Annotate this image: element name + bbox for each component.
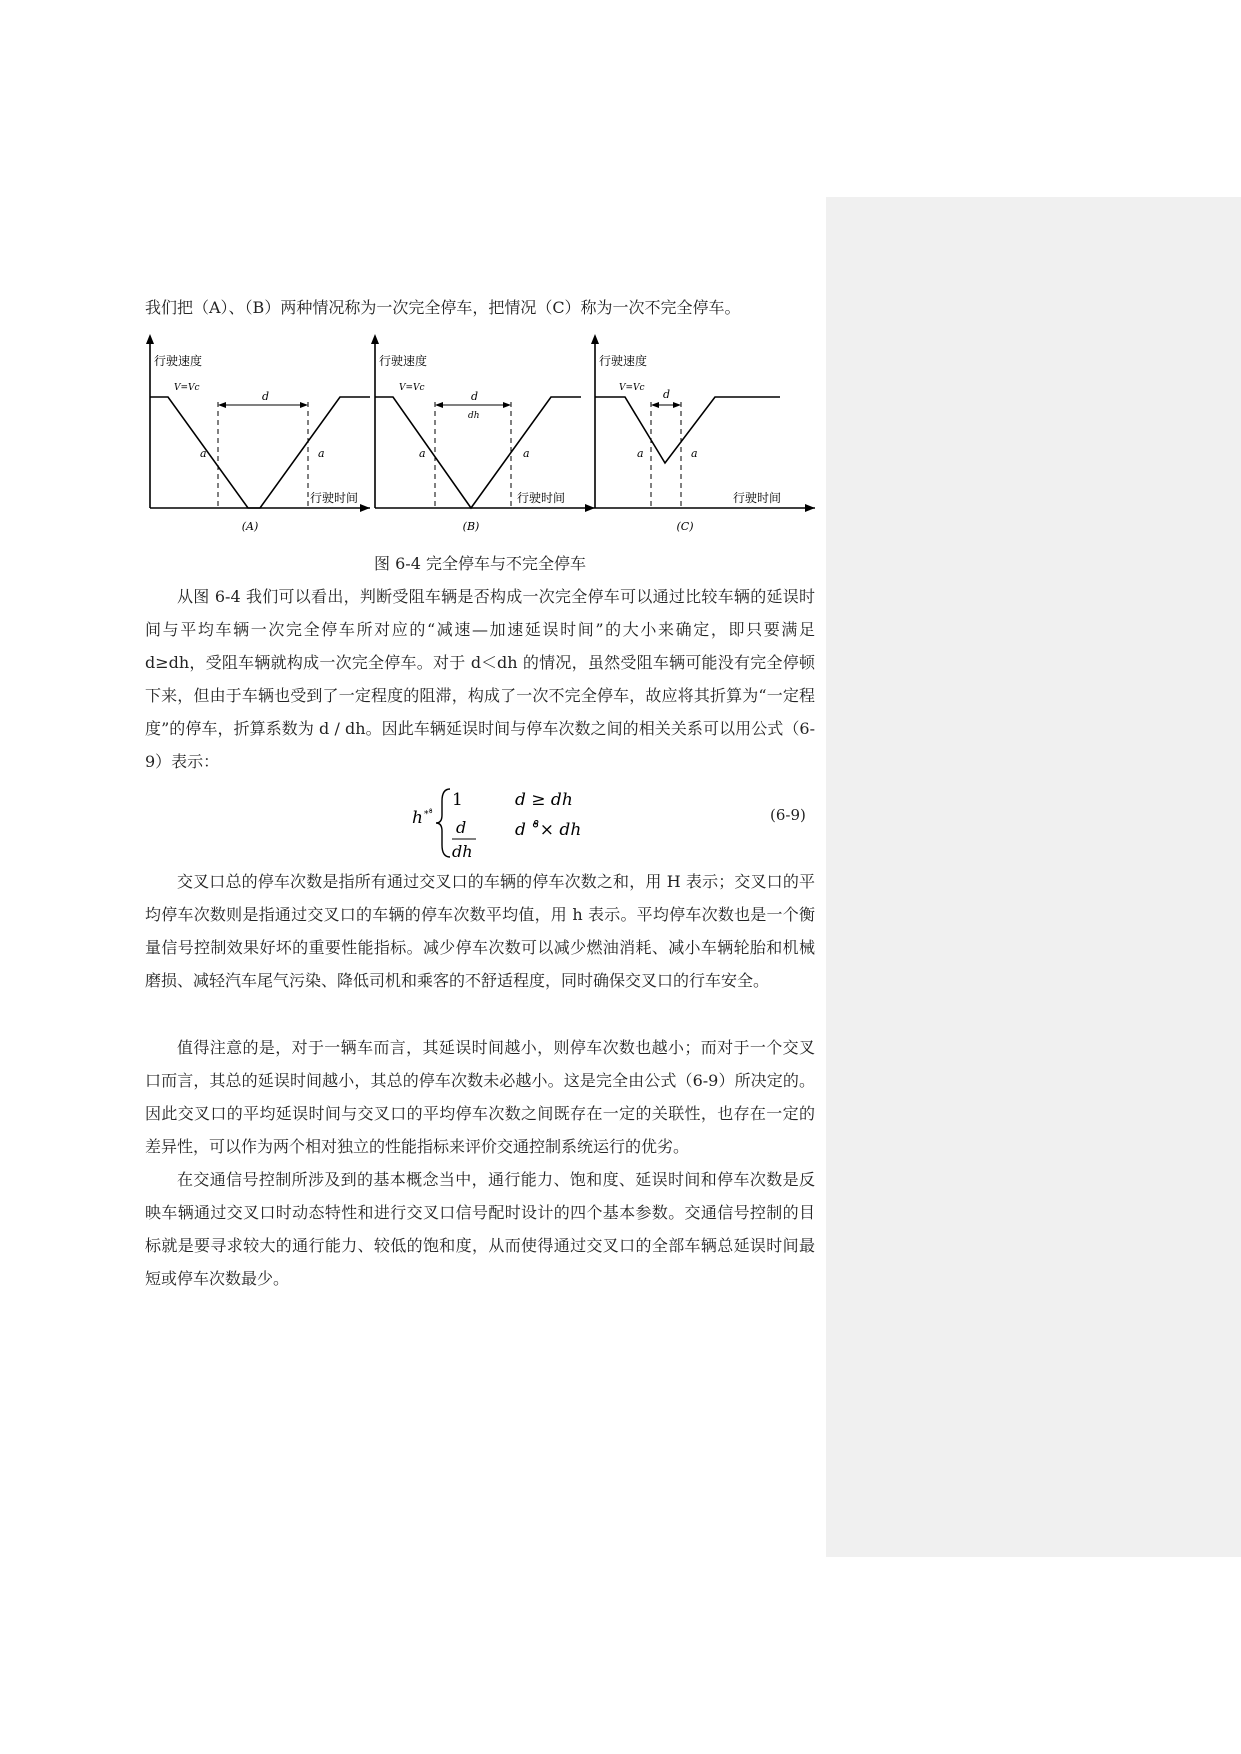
- d-label: d: [663, 388, 671, 401]
- paragraph-block-2: [145, 865, 815, 997]
- case1-value: 1: [452, 790, 463, 810]
- case2-denominator: dh: [452, 842, 473, 861]
- case2-condition: d °̊× dh: [515, 820, 582, 840]
- a-left-label: a: [419, 447, 426, 460]
- a-left-label: a: [200, 447, 207, 460]
- v-label: V=Vc: [619, 383, 645, 393]
- dh-label: dh: [468, 411, 480, 421]
- panel-label: (B): [462, 520, 480, 533]
- xlabel: 行驶时间: [517, 491, 566, 505]
- intro-paragraph: 我们把（A）、（B）两种情况称为一次完全停车，把情况（C）称为一次不完全停车。: [145, 298, 741, 317]
- equation-number: (6-9): [770, 806, 806, 824]
- d-label: d: [471, 390, 479, 403]
- paragraph-1: 从图 6-4 我们可以看出，判断受阻车辆是否构成一次完全停车可以通过比较车辆的延误时间与平均车辆一次完全停车所对应的“减速—加速延误时间”的大小来确定，即只要满足 d≥dh，受阻车辆就构成一次完全停车。对于 d＜dh 的情况，虽然受阻车辆可能没有完全停顿下来，但由于车辆也受到了一定程度的阻滞，构成了一次不完全停车，故应将其折算为“一定程度”的停车，折算系数为 d / dh。因此车辆延误时间与停车次数之间的相关关系可以用公式（6-9）表示：: [145, 587, 815, 771]
- v-label: V=Vc: [174, 383, 200, 393]
- paragraph-4: 在交通信号控制所涉及到的基本概念当中，通行能力、饱和度、延误时间和停车次数是反映车辆通过交叉口时动态特性和进行交叉口信号配时设计的四个基本参数。交通信号控制的目标就是要寻求较大的通行能力、较低的饱和度，从而使得通过交叉口的全部车辆总延误时间最短或停车次数最少。: [145, 1170, 815, 1288]
- xlabel: 行驶时间: [310, 491, 359, 505]
- case2-numerator: d: [456, 818, 467, 837]
- paragraph-3: 值得注意的是，对于一辆车而言，其延误时间越小，则停车次数也越小；而对于一个交叉口而言，其总的延误时间越小，其总的停车次数未必越小。这是完全由公式（6-9）所决定的。因此交叉口的平均延误时间与交叉口的平均停车次数之间既存在一定的关联性，也存在一定的差异性，可以作为两个相对独立的性能指标来评价交通控制系统运行的优劣。: [145, 1038, 815, 1156]
- d-label: d: [262, 390, 270, 403]
- figure-panel-b: [365, 332, 595, 542]
- ylabel: 行驶速度: [599, 354, 648, 368]
- v-label: V=Vc: [399, 383, 425, 393]
- a-right-label: a: [318, 447, 325, 460]
- a-left-label: a: [637, 447, 644, 460]
- formula-lhs: h: [412, 808, 423, 828]
- panel-label: (C): [676, 520, 694, 533]
- panel-label: (A): [241, 520, 259, 533]
- paragraph-2: 交叉口总的停车次数是指所有通过交叉口的车辆的停车次数之和，用 H 表示；交叉口的平均停车次数则是指通过交叉口的车辆的停车次数平均值，用 h 表示。平均停车次数也是一个衡量信号控制效果好坏的重要性能指标。减少停车次数可以减少燃油消耗、减小车辆轮胎和机械磨损、减轻汽车尾气污染、降低司机和乘客的不舒适程度，同时确保交叉口的行车安全。: [145, 872, 815, 990]
- formula-6-9: [400, 783, 820, 863]
- comment-margin-pane: [826, 197, 1241, 1557]
- formula-lhs-symbol: *°̊: [424, 810, 433, 820]
- xlabel: 行驶时间: [733, 491, 782, 505]
- a-right-label: a: [523, 447, 530, 460]
- figure-panel-c: [585, 332, 815, 542]
- ylabel: 行驶速度: [379, 354, 428, 368]
- a-right-label: a: [691, 447, 698, 460]
- paragraph-block-3: [145, 1031, 815, 1163]
- paragraph-block-1: [145, 580, 815, 778]
- formula-brace: [436, 789, 450, 857]
- ylabel: 行驶速度: [154, 354, 203, 368]
- formula-svg: [400, 783, 730, 863]
- intro-text-block: [145, 291, 815, 324]
- figure-caption: 图 6-4 完全停车与不完全停车: [374, 554, 586, 573]
- figure-panel-a: [140, 332, 370, 542]
- figure-6-4: [140, 332, 820, 542]
- paragraph-block-4: [145, 1163, 815, 1295]
- case1-condition: d ≥ dh: [515, 790, 573, 810]
